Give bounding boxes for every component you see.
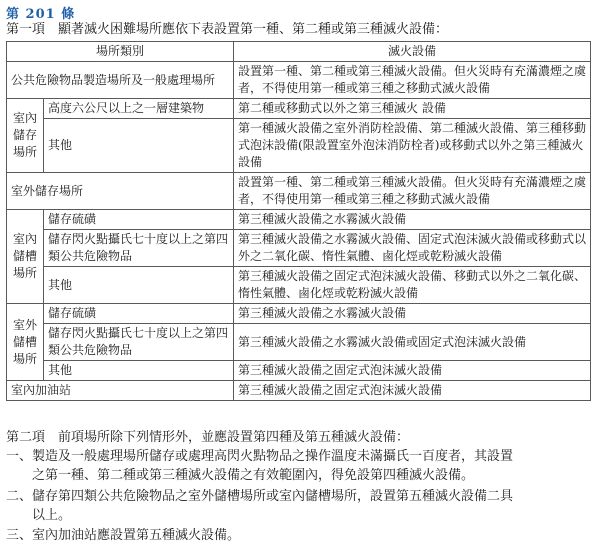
equipment-cell: 設置第一種、第二種或第三種滅火設備。但火災時有充滿濃煙之虞者，不得使用第一種或第三種之移動式滅火設備 (234, 173, 591, 210)
equipment-cell: 設置第一種、第二種或第三種滅火設備。但火災時有充滿濃煙之虞者，不得使用第一種或第三種之移動式滅火設備 (234, 62, 591, 99)
group-label-indoor-storage: 室內儲存場所 (7, 99, 44, 173)
equipment-cell: 第三種滅火設備之水霧滅火設備或固定式泡沫滅火設備 (234, 324, 591, 361)
equipment-cell: 第三種滅火設備之固定式泡沫滅火設備 (234, 381, 591, 401)
table-row (7, 304, 591, 324)
place-cell: 高度六公尺以上之一層建築物 (44, 99, 234, 119)
place-cell: 其他 (44, 119, 234, 173)
table-row (7, 361, 591, 381)
article-number: 第 201 條 (6, 7, 76, 22)
table-row (7, 62, 591, 99)
equipment-cell: 第三種滅火設備之固定式泡沫滅火設備、移動式以外之二氧化碳、惰性氣體、鹵化烴或乾粉滅火設備 (234, 267, 591, 304)
group-label-indoor-tank: 室內儲槽場所 (7, 210, 44, 304)
header-place-category: 場所類別 (7, 42, 234, 62)
place-cell: 儲存硫磺 (44, 210, 234, 230)
equipment-cell: 第三種滅火設備之水霧滅火設備、固定式泡沫滅火設備或移動式以外之二氧化碳、惰性氣體、鹵化烴或乾粉滅火設備 (234, 230, 591, 267)
table-row (7, 99, 591, 119)
equipment-cell: 第一種滅火設備之室外消防栓設備、第二種滅火設備、第三種移動式泡沫設備(限設置室外泡沫消防栓者)或移動式以外之第三種滅火設備 (234, 119, 591, 173)
table-row (7, 381, 591, 401)
facility-table (6, 41, 591, 401)
table-row (7, 324, 591, 361)
place-cell: 儲存閃火點攝氏七十度以上之第四類公共危險物品 (44, 230, 234, 267)
paragraph-1: 第一項 顯著滅火困難場所應依下表設置第一種、第二種或第三種滅火設備： (6, 22, 449, 37)
header-extinguishing-equipment: 滅火設備 (234, 42, 591, 62)
table-row (7, 210, 591, 230)
group-label-outdoor-tank: 室外儲槽場所 (7, 304, 44, 381)
table-row (7, 267, 591, 304)
table-row (7, 173, 591, 210)
table-row (7, 230, 591, 267)
equipment-cell: 第三種滅火設備之水霧滅火設備 (234, 304, 591, 324)
place-cell: 其他 (44, 267, 234, 304)
item-1-line-2: 之第一種、第二種或第三種滅火設備之有效範圍內，得免設第四種滅火設備。 (32, 468, 475, 483)
place-cell: 儲存硫磺 (44, 304, 234, 324)
equipment-cell: 第三種滅火設備之固定式泡沫滅火設備 (234, 361, 591, 381)
item-2-line-2: 以上。 (32, 508, 72, 523)
place-cell: 其他 (44, 361, 234, 381)
paragraph-2: 第二項 前項場所除下列情形外，並應設置第四種及第五種滅火設備： (6, 430, 410, 445)
equipment-cell: 第三種滅火設備之水霧滅火設備 (234, 210, 591, 230)
place-cell: 室外儲存場所 (7, 173, 234, 210)
item-1-line-1: 一、製造及一般處理場所儲存或處理高閃火點物品之操作溫度未滿攝氏一百度者，其設置 (6, 449, 514, 464)
equipment-cell: 第二種或移動式以外之第三種滅火 設備 (234, 99, 591, 119)
place-cell: 儲存閃火點攝氏七十度以上之第四類公共危險物品 (44, 324, 234, 361)
table-header-row (7, 42, 591, 62)
item-2-line-1: 二、儲存第四類公共危險物品之室外儲槽場所或室內儲槽場所，設置第五種滅火設備二具 (6, 489, 514, 504)
item-3-line-1: 三、室內加油站應設置第五種滅火設備。 (6, 528, 241, 543)
place-cell: 公共危險物品製造場所及一般處理場所 (7, 62, 234, 99)
table-row (7, 119, 591, 173)
place-cell: 室內加油站 (7, 381, 234, 401)
